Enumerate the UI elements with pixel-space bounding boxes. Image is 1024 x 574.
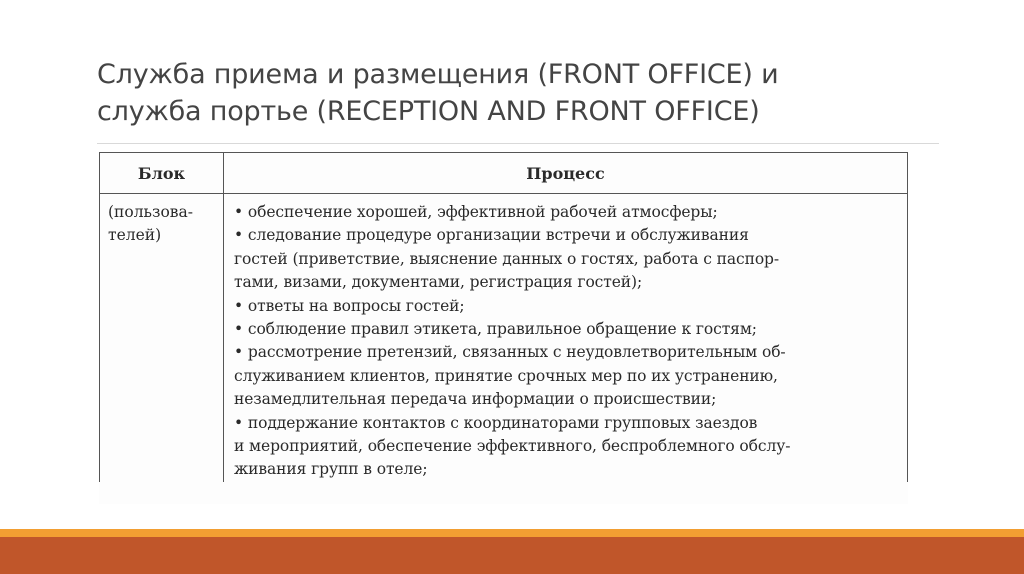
footer-band bbox=[0, 537, 1024, 574]
process-line: • рассмотрение претензий, связанных с неудовлетворительным об- bbox=[234, 343, 786, 362]
process-line: • ответы на вопросы гостей; bbox=[234, 296, 465, 315]
slide-title-line-1: Служба приема и размещения (FRONT OFFICE) и bbox=[97, 59, 779, 90]
process-line: живания групп в отеле; bbox=[234, 460, 428, 479]
process-line: незамедлительная передача информации о происшествии; bbox=[234, 390, 717, 409]
process-line: • поддержание контактов с координаторами групповых заездов bbox=[234, 413, 758, 432]
title-divider bbox=[97, 143, 939, 144]
footer-accent-band bbox=[0, 529, 1024, 537]
process-line: гостей (приветствие, выяснение данных о гостях, работа с паспор- bbox=[234, 249, 780, 268]
process-line: • следование процедуре организации встречи и обслуживания bbox=[234, 226, 749, 245]
process-cell bbox=[224, 194, 908, 482]
process-line: • соблюдение правил этикета, правильное обращение к гостям; bbox=[234, 320, 757, 339]
process-line: • обеспечение хорошей, эффективной рабочей атмосферы; bbox=[234, 203, 718, 221]
block-cell bbox=[100, 194, 224, 482]
block-line: телей) bbox=[108, 226, 162, 245]
slide-title-line-2: служба портье (RECEPTION AND FRONT OFFICE) bbox=[97, 96, 760, 127]
column-header-process: Процесс bbox=[224, 153, 908, 194]
process-table bbox=[99, 152, 908, 482]
column-header-block: Блок bbox=[100, 153, 224, 194]
block-line: (пользова- bbox=[108, 203, 193, 221]
process-line: тами, визами, документами, регистрация гостей); bbox=[234, 273, 643, 292]
scanned-table-image bbox=[99, 152, 908, 504]
process-line: служиванием клиентов, принятие срочных мер по их устранению, bbox=[234, 366, 778, 385]
table-row bbox=[100, 194, 908, 482]
table-header-row bbox=[100, 153, 908, 194]
slide-title bbox=[97, 56, 917, 130]
process-line: и мероприятий, обеспечение эффективного, беспроблемного обслу- bbox=[234, 437, 791, 456]
